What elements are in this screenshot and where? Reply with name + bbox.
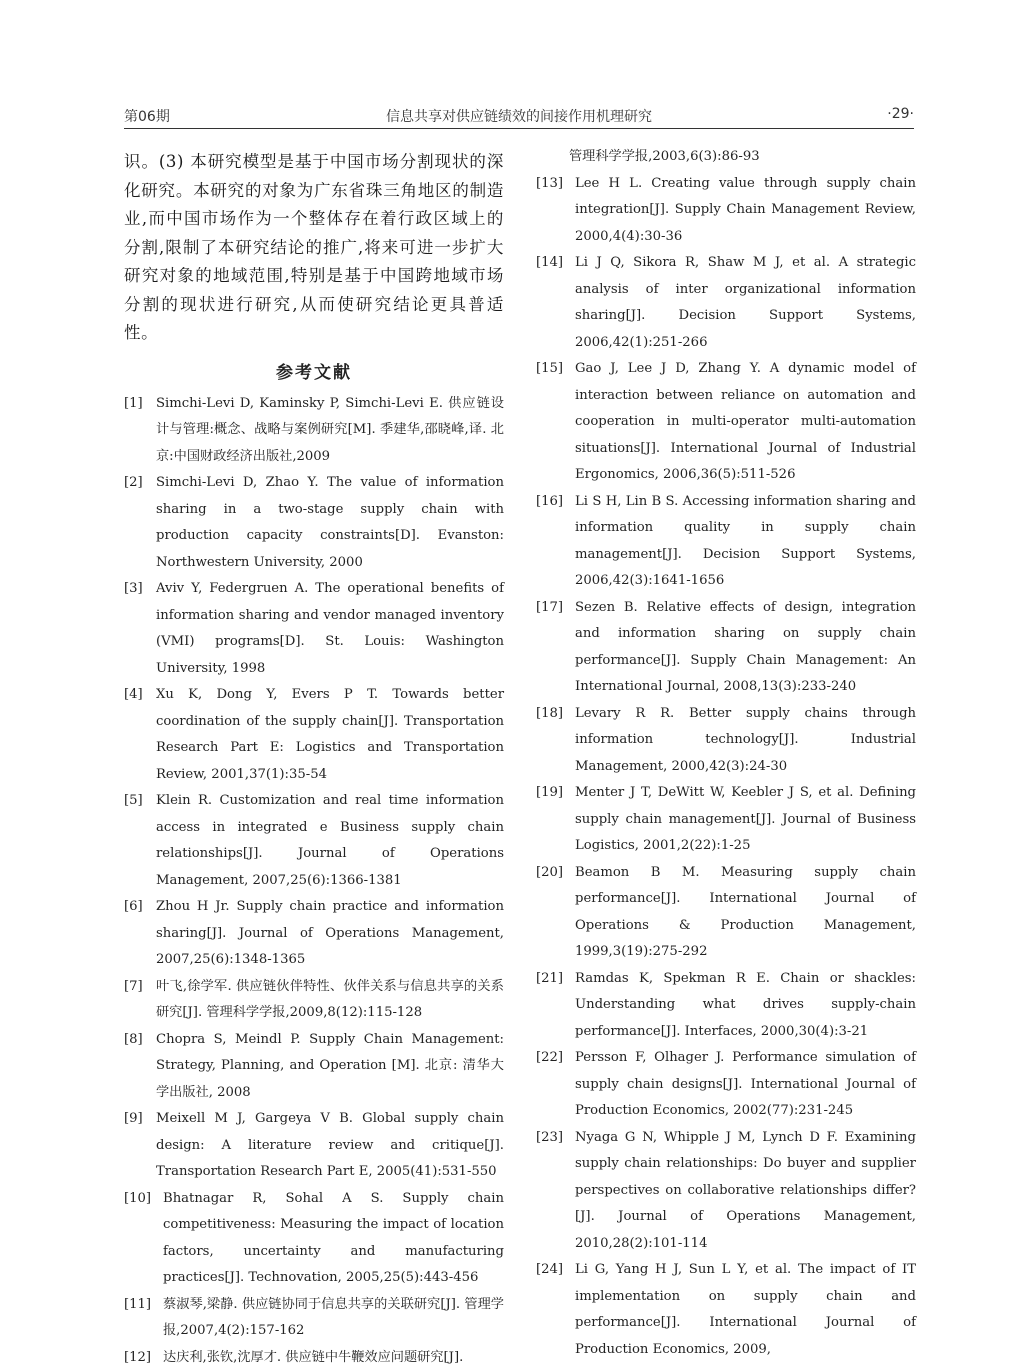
reference-text: Klein R. Customization and real time information access in integrated e Business supply chain relationships[J]. Journal of Operations Management, 2007,25(6):1366-1381 bbox=[156, 788, 504, 894]
reference-item bbox=[536, 966, 916, 1046]
reference-text: Bhatnagar R, Sohal A S. Supply chain competitiveness: Measuring the impact of location factors, uncertainty and manufacturing practices[J]. Technovation, 2005,25(5):443-456 bbox=[163, 1186, 504, 1292]
references-list-left bbox=[124, 391, 504, 1371]
reference-item bbox=[536, 171, 916, 251]
reference-item bbox=[536, 489, 916, 595]
reference-text: Ramdas K, Spekman R E. Chain or shackles: Understanding what drives supply-chain performance[J]. Interfaces, 2000,30(4):3-21 bbox=[575, 966, 916, 1046]
reference-number: [6] bbox=[124, 894, 156, 974]
reference-item bbox=[536, 1125, 916, 1258]
reference-text: Meixell M J, Gargeya V B. Global supply chain design: A literature review and critique[J]. Transportation Research Part E, 2005(41):531-550 bbox=[156, 1106, 504, 1186]
references-heading: 参考文献 bbox=[124, 358, 504, 383]
reference-item bbox=[124, 1292, 504, 1345]
reference-item bbox=[536, 780, 916, 860]
reference-item bbox=[124, 1027, 504, 1107]
reference-text: 达庆利,张钦,沈厚才. 供应链中牛鞭效应问题研究[J]. bbox=[163, 1345, 504, 1371]
reference-item bbox=[124, 788, 504, 894]
reference-text: Aviv Y, Federgruen A. The operational benefits of information sharing and vendor managed inventory (VMI) programs[D]. St. Louis: Washington University, 1998 bbox=[156, 576, 504, 682]
reference-text: Sezen B. Relative effects of design, integration and information sharing on supply chain performance[J]. Supply Chain Management: An International Journal, 2008,13(3):233-240 bbox=[575, 595, 916, 701]
reference-number: [21] bbox=[536, 966, 575, 1046]
reference-text: Simchi-Levi D, Kaminsky P, Simchi-Levi E. 供应链设计与管理:概念、战略与案例研究[M]. 季建华,邵晓峰,译. 北京:中国财政经济出版社,2009 bbox=[156, 391, 504, 471]
reference-item bbox=[124, 1345, 504, 1371]
reference-number: [20] bbox=[536, 860, 575, 966]
body-paragraph: 识。(3) 本研究模型是基于中国市场分割现状的深化研究。本研究的对象为广东省珠三角地区的制造业,而中国市场作为一个整体存在着行政区域上的分割,限制了本研究结论的推广,将来可进一步扩大研究对象的地域范围,特别是基于中国跨地域市场分割的现状进行研究,从而使研究结论更具普适性。 bbox=[124, 148, 504, 348]
running-header bbox=[124, 104, 914, 129]
reference-number: [22] bbox=[536, 1045, 575, 1125]
reference-text: Levary R R. Better supply chains through information technology[J]. Industrial Management, 2000,42(3):24-30 bbox=[575, 701, 916, 781]
reference-number: [2] bbox=[124, 470, 156, 576]
reference-item bbox=[536, 1257, 916, 1363]
reference-number: [12] bbox=[124, 1345, 163, 1371]
reference-item bbox=[124, 1186, 504, 1292]
reference-number: [16] bbox=[536, 489, 575, 595]
reference-number: [11] bbox=[124, 1292, 163, 1345]
reference-text: Menter J T, DeWitt W, Keebler J S, et al. Defining supply chain management[J]. Journal of Business Logistics, 2001,2(22):1-25 bbox=[575, 780, 916, 860]
page-number: ·29· bbox=[887, 106, 914, 122]
reference-text: Lee H L. Creating value through supply chain integration[J]. Supply Chain Management Review, 2000,4(4):30-36 bbox=[575, 171, 916, 251]
left-column bbox=[124, 148, 504, 1371]
reference-item bbox=[536, 356, 916, 489]
reference-item bbox=[124, 1106, 504, 1186]
reference-number: [10] bbox=[124, 1186, 163, 1292]
reference-number: [5] bbox=[124, 788, 156, 894]
reference-item bbox=[124, 682, 504, 788]
reference-text: Li J Q, Sikora R, Shaw M J, et al. A strategic analysis of inter organizational information sharing[J]. Decision Support Systems, 2006,42(1):251-266 bbox=[575, 250, 916, 356]
reference-continuation: 管理科学学报,2003,6(3):86-93 bbox=[536, 144, 916, 171]
reference-number: [24] bbox=[536, 1257, 575, 1363]
reference-text: Li S H, Lin B S. Accessing information sharing and information quality in supply chain management[J]. Decision Support Systems, 2006,42(3):1641-1656 bbox=[575, 489, 916, 595]
reference-text: Beamon B M. Measuring supply chain performance[J]. International Journal of Operations & Production Management, 1999,3(19):275-292 bbox=[575, 860, 916, 966]
reference-item bbox=[124, 470, 504, 576]
reference-text: 蔡淑琴,梁静. 供应链协同于信息共享的关联研究[J]. 管理学报,2007,4(2):157-162 bbox=[163, 1292, 504, 1345]
reference-item bbox=[536, 701, 916, 781]
reference-item bbox=[124, 576, 504, 682]
reference-number: [7] bbox=[124, 974, 156, 1027]
reference-number: [19] bbox=[536, 780, 575, 860]
reference-number: [23] bbox=[536, 1125, 575, 1258]
reference-text: Zhou H Jr. Supply chain practice and information sharing[J]. Journal of Operations Management, 2007,25(6):1348-1365 bbox=[156, 894, 504, 974]
reference-text: Li G, Yang H J, Sun L Y, et al. The impact of IT implementation on supply chain and performance[J]. International Journal of Production Economics, 2009, bbox=[575, 1257, 916, 1363]
reference-text: Nyaga G N, Whipple J M, Lynch D F. Examining supply chain relationships: Do buyer and supplier perspectives on collaborative relationships differ?[J]. Journal of Operations Management, 2010,28(2):101-114 bbox=[575, 1125, 916, 1258]
reference-number: [9] bbox=[124, 1106, 156, 1186]
issue-number: 第06期 bbox=[124, 106, 170, 126]
reference-number: [13] bbox=[536, 171, 575, 251]
reference-text: Xu K, Dong Y, Evers P T. Towards better coordination of the supply chain[J]. Transportation Research Part E: Logistics and Transportation Review, 2001,37(1):35-54 bbox=[156, 682, 504, 788]
reference-item bbox=[536, 250, 916, 356]
right-column bbox=[536, 148, 916, 1363]
reference-number: [1] bbox=[124, 391, 156, 471]
reference-text: Simchi-Levi D, Zhao Y. The value of information sharing in a two-stage supply chain with production capacity constraints[D]. Evanston: Northwestern University, 2000 bbox=[156, 470, 504, 576]
reference-item bbox=[124, 894, 504, 974]
reference-text: Persson F, Olhager J. Performance simulation of supply chain designs[J]. International Journal of Production Economics, 2002(77):231-245 bbox=[575, 1045, 916, 1125]
reference-item bbox=[536, 860, 916, 966]
reference-item bbox=[536, 595, 916, 701]
reference-text: Chopra S, Meindl P. Supply Chain Management: Strategy, Planning, and Operation [M]. 北京: 清华大学出版社, 2008 bbox=[156, 1027, 504, 1107]
reference-number: [3] bbox=[124, 576, 156, 682]
reference-item bbox=[536, 1045, 916, 1125]
reference-number: [4] bbox=[124, 682, 156, 788]
reference-number: [17] bbox=[536, 595, 575, 701]
reference-item bbox=[124, 391, 504, 471]
reference-number: [15] bbox=[536, 356, 575, 489]
reference-text: Gao J, Lee J D, Zhang Y. A dynamic model of interaction between reliance on automation and cooperation in multi-operator multi-automation situations[J]. International Journal of Industrial Ergonomics, 2006,36(5):511-526 bbox=[575, 356, 916, 489]
reference-number: [18] bbox=[536, 701, 575, 781]
references-list-right bbox=[536, 171, 916, 1364]
reference-item bbox=[124, 974, 504, 1027]
reference-number: [14] bbox=[536, 250, 575, 356]
reference-text: 叶飞,徐学军. 供应链伙伴特性、伙伴关系与信息共享的关系研究[J]. 管理科学学报,2009,8(12):115-128 bbox=[156, 974, 504, 1027]
reference-number: [8] bbox=[124, 1027, 156, 1107]
running-title: 信息共享对供应链绩效的间接作用机理研究 bbox=[124, 106, 914, 126]
